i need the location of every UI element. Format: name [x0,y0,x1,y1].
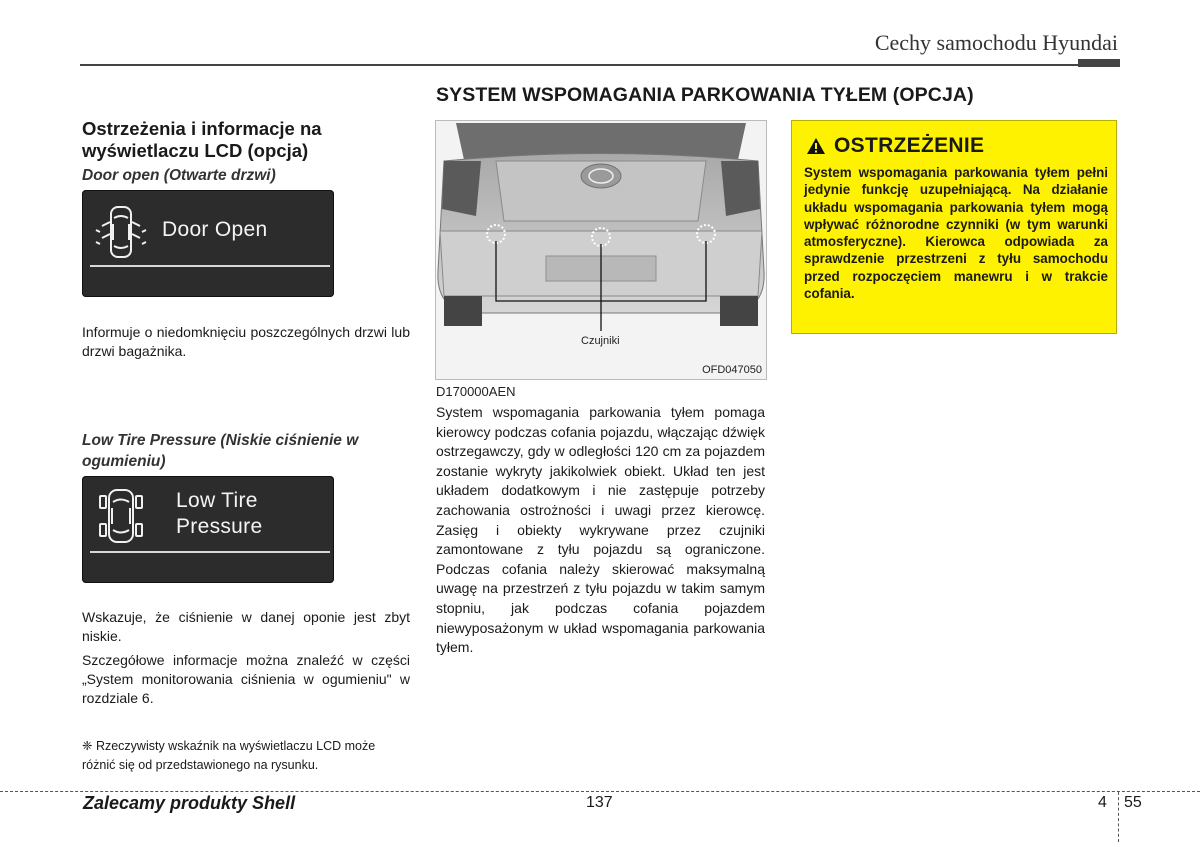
footer-divider [0,791,1200,792]
lcd-underline [90,265,330,267]
low-tire-lcd [82,476,334,583]
parking-sensor-figure [435,120,767,380]
warning-title: OSTRZEŻENIE [834,134,985,157]
door-open-subheading: Door open (Otwarte drzwi) [82,167,276,184]
chapter-number: 4 [1098,794,1107,811]
low-tire-lcd-line2: Pressure [176,515,263,538]
low-tire-reference: Szczegółowe informacje można znaleźć w części „System monitorowania ciśnienia w ogumieniu" w rozdziale 6. [82,652,410,706]
chapter-page-number: 55 [1124,794,1142,811]
door-open-description: Informuje o niedomknięciu poszczególnych drzwi lub drzwi bagażnika. [82,324,410,359]
footer-brand: Zalecamy produkty Shell [83,793,296,813]
header-title: Cechy samochodu Hyundai [874,30,1118,55]
warning-text: System wspomagania parkowania tyłem pełni jedynie funkcję uzupełniającą. Na działanie układu wspomagania parkowania tyłem mogą wpływać różnorodne czynniki (w tym warunki atmosferyczne). Kierowca odpowiada za sprawdzenie przestrzeni z tyłu samochodu przed rozpoczęciem manewru i w trakcie cofania. [804,165,1108,302]
low-tire-subheading: Low Tire Pressure (Niskie ciśnienie w ogumieniu) [82,432,359,470]
figure-code: OFD047050 [702,364,762,376]
section-title: SYSTEM WSPOMAGANIA PARKOWANIA TYŁEM (OPCJA) [436,84,974,106]
warning-triangle-icon [806,137,826,155]
lcd-section-heading: Ostrzeżenia i informacje na wyświetlaczu LCD (opcja) [82,118,322,161]
document-code: D170000AEN [436,384,516,399]
parking-assist-description: System wspomagania parkowania tyłem pomaga kierowcy podczas cofania pojazdu, włączając dźwięk ostrzegawczy, gdy w odległości 120 cm za pojazdem zostanie wykryty jakikolwiek obiekt. Układ ten jest układem dodatkowym i nie zastępuje potrzeby zachowania ostrożności i uwagi przez kierowcę. Zasięg i obiekty wykrywane przez czujniki zamontowane z tyłu pojazdu są ograniczone. Podczas cofania należy skierować maksymalną uwagę na przestrzeń z tyłu pojazdu w takim samym stopniu, jak podczas cofania pojazdem niewyposażonym w układ wspomagania parkowania tyłem. [436,404,765,656]
lcd-note: ❈ Rzeczywisty wskaźnik na wyświetlaczu LCD może różnić się od przedstawionego na rysunku. [82,739,376,772]
footer-separator [1118,792,1119,842]
car-doors-open-icon [92,202,150,262]
car-tires-icon [96,484,146,548]
sensor-label: Czujniki [581,335,620,347]
low-tire-lcd-line1: Low Tire [176,489,258,512]
door-open-lcd [82,190,334,297]
door-open-lcd-text: Door Open [162,218,268,241]
header-rule [80,64,1120,66]
warning-box [791,120,1117,334]
low-tire-description: Wskazuje, że ciśnienie w danej oponie jest zbyt niskie. [82,609,410,644]
warning-heading [806,134,984,158]
header-tab [1078,59,1120,67]
lcd-underline [90,551,330,553]
page-number: 137 [586,794,613,811]
